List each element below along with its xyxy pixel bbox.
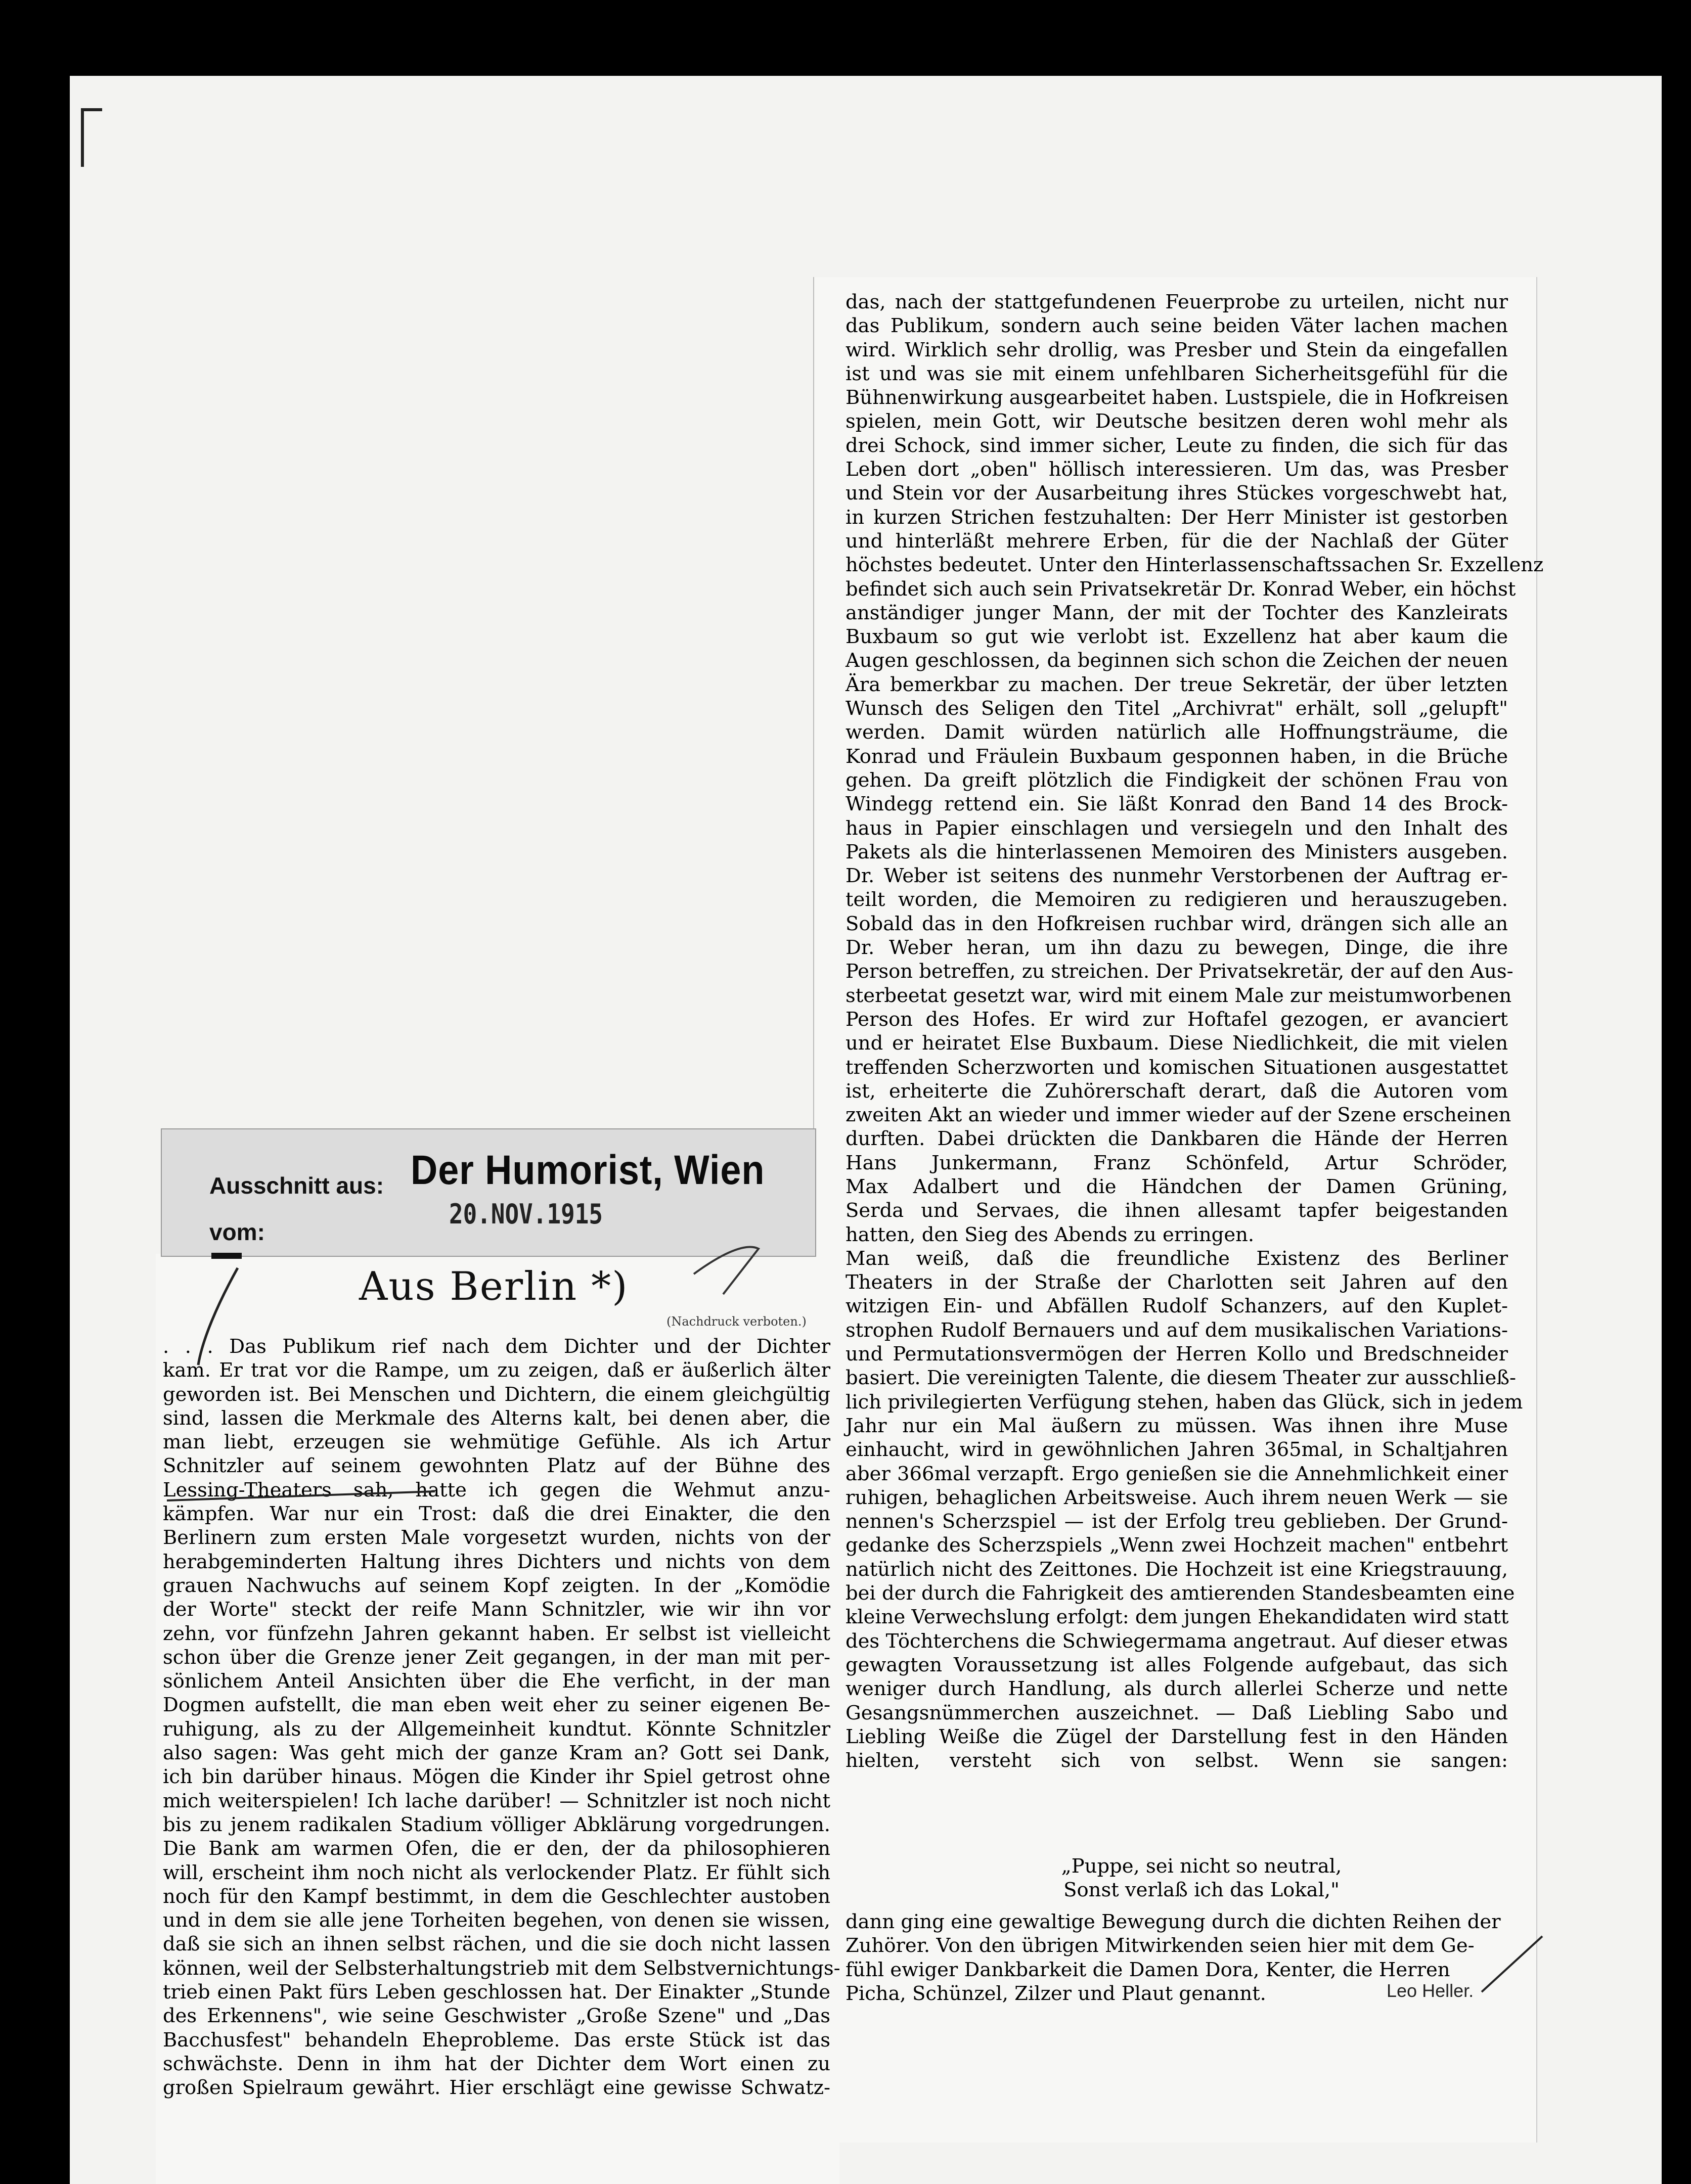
stamp-bar-mark: [211, 1253, 242, 1259]
text-line: drei Schock, sind immer sicher, Leute zu finden, die sich für das: [846, 434, 1508, 457]
text-line: großen Spielraum gewährt. Hier erschlägt eine gewisse Schwatz-: [163, 2076, 830, 2100]
text-line: und Permutationsvermögen der Herren Kollo und Bredschneider: [846, 1343, 1508, 1366]
text-line: grauen Nachwuchs auf seinem Kopf zeigten. In der „Komödie: [163, 1574, 830, 1597]
text-line: geworden ist. Bei Menschen und Dichtern, die einem gleichgültig: [163, 1383, 830, 1406]
text-line: Windegg rettend ein. Sie läßt Konrad den Band 14 des Brock-: [846, 793, 1508, 816]
text-line: ist, erheiterte die Zuhörerschaft derart, daß die Autoren vom: [846, 1079, 1508, 1103]
text-line: trieb einen Pakt fürs Leben geschlossen hat. Der Einakter „Stunde: [163, 1981, 830, 2004]
poem-line: Sonst verlaß ich das Lokal,": [1063, 1879, 1340, 1902]
margin-annotation: [1578, 890, 1643, 1244]
text-line: Ära bemerkbar zu machen. Der treue Sekretär, der über letzten: [846, 673, 1508, 696]
pencil-stroke-left: [198, 1268, 238, 1365]
text-line: schon über die Grenze jener Zeit gegangen, in der man mit per-: [163, 1646, 830, 1669]
text-line: Picha, Schünzel, Zilzer und Plaut genannt.: [846, 1982, 1266, 2005]
stamp-date-label: vom:: [209, 1219, 265, 1245]
text-line: Dr. Weber ist seitens des nunmehr Verstorbenen der Auftrag er-: [846, 864, 1508, 888]
text-line: Person betreffen, zu streichen. Der Privatsekretär, der auf den Aus-: [846, 960, 1514, 983]
text-line: will, erscheint ihm noch nicht als verlockender Platz. Er fühlt sich: [163, 1861, 830, 1884]
text-line: Person des Hofes. Er wird zur Hoftafel gezogen, er avanciert: [846, 1008, 1508, 1031]
text-line: man liebt, erzeugen sie wehmütige Gefühle. Als ich Artur: [163, 1431, 830, 1454]
text-line: fühl ewiger Dankbarkeit die Damen Dora, Kenter, die Herren: [846, 1958, 1450, 1981]
text-line: treffenden Scherzworten und komischen Situationen ausgestattet: [846, 1056, 1508, 1079]
text-line: bis zu jenem radikalen Stadium völliger Abklärung vorgedrungen.: [163, 1813, 830, 1836]
text-line: Wunsch des Seligen den Titel „Archivrat" erhält, soll „gelupft": [846, 697, 1508, 720]
text-line: gewagten Voraussetzung ist alles Folgende aufgebaut, das sich: [846, 1653, 1508, 1676]
text-line: ich bin darüber hinaus. Mögen die Kinder ihr Spiel getrost ohne: [163, 1765, 830, 1789]
text-line: hatten, den Sieg des Abends zu erringen.: [846, 1223, 1255, 1246]
text-line: wird. Wirklich sehr drollig, was Presber und Stein da eingefallen: [846, 338, 1508, 361]
reprint-notice: (Nachdruck verboten.): [666, 1314, 807, 1329]
text-line: Liebling Weiße die Zügel der Darstellung fest in den Händen: [846, 1725, 1508, 1748]
text-line: haus in Papier einschlagen und versiegeln und den Inhalt des: [846, 816, 1508, 840]
text-line: Hans Junkermann, Franz Schönfeld, Artur Schröder,: [846, 1151, 1508, 1174]
text-line: und hinterläßt mehrere Erben, für die der Nachlaß der Güter: [846, 529, 1508, 553]
text-line: kämpfen. War nur ein Trost: daß die drei Einakter, die den: [163, 1503, 830, 1526]
text-line: anständiger junger Mann, der mit der Tochter des Kanzleirats: [846, 601, 1508, 624]
text-line: Serda und Servaes, die ihnen allesamt tapfer beigestanden: [846, 1199, 1508, 1222]
text-line: Sobald das in den Hofkreisen ruchbar wird, drängen sich alle an: [846, 912, 1508, 935]
text-line: natürlich nicht des Zeittones. Die Hochzeit ist eine Kriegstrauung,: [846, 1558, 1508, 1581]
text-line: Man weiß, daß die freundliche Existenz des Berliner: [846, 1247, 1508, 1270]
text-line: . . . Das Publikum rief nach dem Dichter und der Dichter: [163, 1335, 830, 1358]
text-line: spielen, mein Gott, wir Deutsche besitzen deren wohl mehr als: [846, 410, 1508, 433]
article-headline: Aus Berlin *): [359, 1264, 629, 1309]
text-line: der Worte" steckt der reife Mann Schnitzler, wie wir ihn vor: [163, 1598, 830, 1621]
text-line: daß sie sich an ihnen selbst rächen, und die sie doch nicht lassen: [163, 1933, 830, 1956]
text-line: hielten, versteht sich von selbst. Wenn sie sangen:: [846, 1749, 1508, 1772]
text-line: des Töchterchens die Schwiegermama angetraut. Auf dieser etwas: [846, 1629, 1508, 1653]
text-line: sind, lassen die Merkmale des Alterns kalt, bei denen aber, die: [163, 1406, 830, 1430]
stamp-source-label: Ausschnitt aus:: [209, 1172, 384, 1199]
text-line: witzigen Ein- und Abfällen Rudolf Schanzers, auf den Kuplet-: [846, 1295, 1508, 1318]
text-line: das Publikum, sondern auch seine beiden Väter lachen machen: [846, 314, 1508, 338]
text-line: ruhigung, als zu der Allgemeinheit kundtut. Könnte Schnitzler: [163, 1717, 830, 1741]
pencil-underline: [167, 1491, 435, 1500]
text-line: nennen's Scherzspiel — ist der Erfolg treu geblieben. Der Grund-: [846, 1510, 1508, 1533]
text-line: schwächste. Denn in ihm hat der Dichter dem Wort einen zu: [163, 2052, 830, 2075]
text-line: werden. Damit würden natürlich alle Hoffnungsträume, die: [846, 721, 1508, 744]
text-line: lich privilegierten Verfügung stehen, haben das Glück, sich in jedem: [846, 1390, 1523, 1414]
text-line: Dr. Weber heran, um ihn dazu zu bewegen, Dinge, die ihre: [846, 936, 1508, 960]
text-line: Theaters in der Straße der Charlotten seit Jahren auf den: [846, 1271, 1508, 1294]
text-line: und in dem sie alle jene Torheiten begehen, von denen sie wissen,: [163, 1909, 830, 1932]
text-line: Jahr nur ein Mal äußern zu müssen. Was ihnen ihre Muse: [846, 1414, 1508, 1437]
text-line: Leben dort „oben" höllisch interessieren. Um das, was Presber: [846, 458, 1508, 481]
text-line: Bühnenwirkung ausgearbeitet haben. Lustspiele, die in Hofkreisen: [846, 386, 1509, 410]
text-line: einhaucht, wird in gewöhnlichen Jahren 365mal, in Schaltjahren: [846, 1438, 1508, 1462]
text-line: des Erkennens", wie seine Geschwister „Große Szene" und „Das: [163, 2005, 830, 2028]
text-line: und Stein vor der Ausarbeitung ihres Stückes vorgeschwebt hat,: [846, 482, 1508, 505]
text-line: zehn, vor fünfzehn Jahren gekannt haben. Er selbst ist vielleicht: [163, 1622, 830, 1645]
text-line: zweiten Akt an wieder und immer wieder auf der Szene erscheinen: [846, 1104, 1511, 1127]
text-line: Max Adalbert und die Händchen der Damen Grüning,: [846, 1175, 1508, 1198]
text-line: ist und was sie mit einem unfehlbaren Sicherheitsgefühl für die: [846, 362, 1508, 385]
text-line: basiert. Die vereinigten Talente, die diesem Theater zur ausschließ-: [846, 1367, 1516, 1390]
text-line: sterbeetat gesetzt war, wird mit einem Male zur meistumworbenen: [846, 984, 1512, 1007]
text-line: aber 366mal verzapft. Ergo genießen sie die Annehmlichkeit einer: [846, 1462, 1508, 1485]
text-line: Die Bank am warmen Ofen, die er den, der da philosophieren: [163, 1837, 830, 1860]
text-line: herabgeminderten Haltung ihres Dichters und nichts von dem: [163, 1550, 830, 1573]
text-line: Zuhörer. Von den übrigen Mitwirkenden seien hier mit dem Ge-: [846, 1934, 1475, 1958]
text-line: noch für den Kampf bestimmt, in dem die Geschlechter austoben: [163, 1885, 830, 1908]
text-line: ruhigen, behaglichen Arbeitsweise. Auch ihrem neuen Werk — sie: [846, 1486, 1508, 1509]
text-line: also sagen: Was geht mich der ganze Kram an? Gott sei Dank,: [163, 1742, 830, 1765]
text-line: sönlichem Anteil Ansichten über die Ehe verficht, in der man: [163, 1670, 830, 1693]
text-line: Dogmen aufstellt, die man eben weit eher zu seiner eigenen Be-: [163, 1694, 830, 1717]
pencil-stroke-signature: [1482, 1936, 1542, 1992]
text-line: Lessing-Theaters sah, hatte ich gegen die Wehmut anzu-: [163, 1478, 830, 1502]
text-line: Bacchusfest" behandeln Eheprobleme. Das erste Stück ist das: [163, 2028, 830, 2052]
text-line: teilt worden, die Memoiren zu redigieren und herauszugeben.: [846, 888, 1508, 912]
text-line: mich weiterspielen! Ich lache darüber! — Schnitzler ist noch nicht: [163, 1789, 830, 1812]
text-line: kam. Er trat vor die Rampe, um zu zeigen, daß er äußerlich älter: [163, 1359, 830, 1382]
text-line: Konrad und Fräulein Buxbaum gesponnen haben, in die Brüche: [846, 745, 1508, 768]
text-line: in kurzen Strichen festzuhalten: Der Herr Minister ist gestorben: [846, 506, 1508, 529]
poem-line: „Puppe, sei nicht so neutral,: [1061, 1855, 1342, 1878]
text-line: gehen. Da greift plötzlich die Findigkeit der schönen Frau von: [846, 768, 1508, 792]
text-line: und er heiratet Else Buxbaum. Diese Niedlichkeit, die mit vielen: [846, 1032, 1508, 1055]
text-line: strophen Rudolf Bernauers und auf dem musikalischen Variations-: [846, 1318, 1508, 1342]
stamp-date: 20.NOV.1915: [449, 1198, 603, 1230]
text-line: bei der durch die Fahrigkeit des amtierenden Standesbeamten eine: [846, 1582, 1515, 1605]
text-line: Schnitzler auf seinem gewohnten Platz auf der Bühne des: [163, 1454, 830, 1478]
text-line: gedanke des Scherzspiels „Wenn zwei Hochzeit machen" entbehrt: [846, 1534, 1508, 1557]
text-line: Buxbaum so gut wie verlobt ist. Exzellenz hat aber kaum die: [846, 625, 1508, 649]
pencil-stroke-right: [694, 1247, 759, 1294]
text-line: dann ging eine gewaltige Bewegung durch die dichten Reihen der: [846, 1910, 1501, 1933]
text-line: weniger durch Handlung, als durch allerlei Scherze und nette: [846, 1677, 1508, 1701]
text-line: befindet sich auch sein Privatsekretär Dr. Konrad Weber, ein höchst: [846, 577, 1516, 601]
text-line: Pakets als die hinterlassenen Memoiren des Ministers ausgeben.: [846, 840, 1508, 863]
text-line: Augen geschlossen, da beginnen sich schon die Zeichen der neuen: [846, 649, 1508, 672]
text-line: Gesangsnümmerchen auszeichnet. — Daß Liebling Sabo und: [846, 1701, 1508, 1724]
text-line: kleine Verwechslung erfolgt: dem jungen Ehekandidaten wird statt: [846, 1606, 1509, 1629]
text-line: Berlinern zum ersten Male vorgesetzt wurden, nichts von der: [163, 1526, 830, 1550]
text-line: können, weil der Selbsterhaltungstrieb mit dem Selbstvernichtungs-: [163, 1956, 840, 1980]
author-signature: Leo Heller.: [1387, 1980, 1474, 2001]
stamp-publication: Der Humorist, Wien: [411, 1147, 765, 1193]
text-line: durften. Dabei drückten die Dankbaren die Hände der Herren: [846, 1127, 1508, 1151]
text-line: das, nach der stattgefundenen Feuerprobe zu urteilen, nicht nur: [846, 291, 1508, 313]
text-line: höchstes bedeutet. Unter den Hinterlassenschaftssachen Sr. Exzellenz: [846, 554, 1544, 577]
